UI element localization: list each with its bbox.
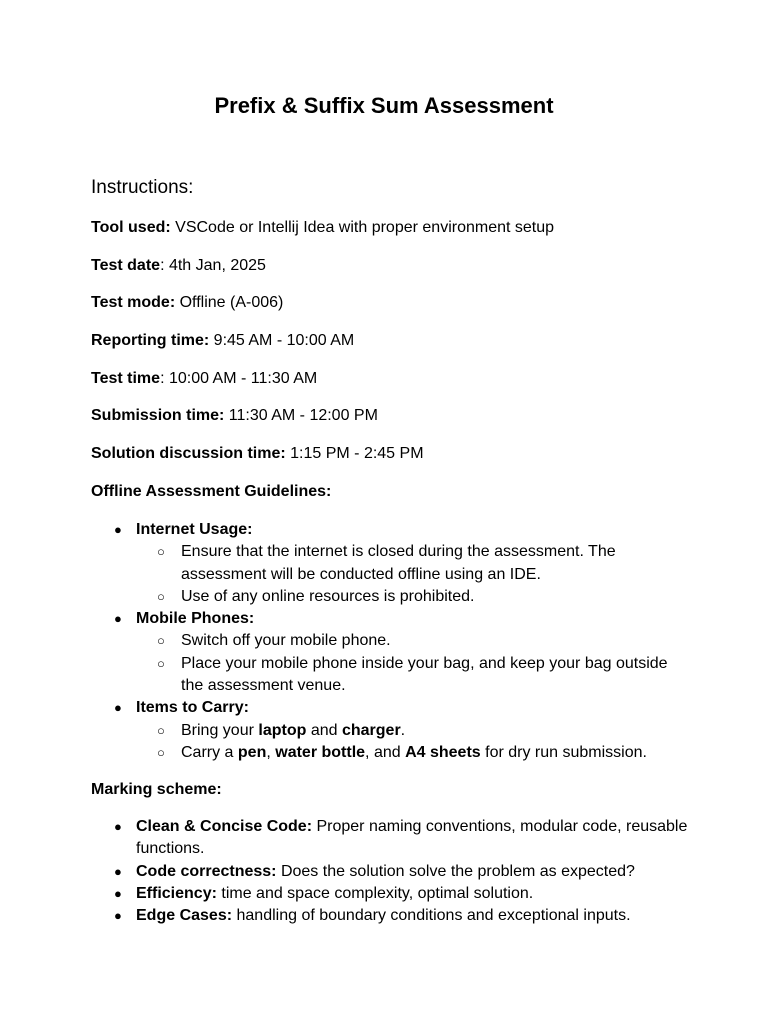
water-bottle-text: water bottle (275, 743, 366, 761)
list-item (91, 630, 691, 652)
marking-item-label: Edge Cases: (136, 907, 233, 925)
circle-bullet-icon: ○ (157, 722, 165, 738)
laptop-text: laptop (258, 721, 307, 739)
guidelines-heading: Offline Assessment Guidelines: (91, 483, 332, 500)
circle-bullet-icon: ○ (157, 655, 165, 671)
list-item (91, 816, 691, 861)
test-time-field (91, 368, 317, 390)
marking-item-text: Does the solution solve the problem as expected? (276, 862, 635, 880)
list-item (91, 905, 691, 927)
bullet-icon: ● (114, 522, 122, 537)
internet-usage-label: Internet Usage: (136, 521, 253, 538)
bullet-icon: ● (114, 700, 122, 716)
and-text: and (306, 721, 342, 739)
test-mode-value: Offline (A-006) (175, 294, 284, 311)
bullet-icon: ● (114, 908, 122, 924)
items-to-carry-sublist (136, 720, 691, 765)
and-text: , and (365, 743, 406, 761)
submission-time-field (91, 405, 378, 427)
test-mode-field (91, 292, 283, 314)
discussion-time-label: Solution discussion time: (91, 445, 286, 462)
a4-sheets-text: A4 sheets (405, 743, 481, 761)
bring-prefix: Bring your (181, 721, 259, 739)
pen-text: pen (237, 743, 267, 761)
marking-scheme-list (91, 816, 691, 927)
marking-item-label: Efficiency: (136, 884, 217, 902)
marking-scheme-heading: Marking scheme: (91, 781, 222, 798)
carry-suffix: for dry run submission. (480, 743, 647, 761)
guidelines-list (91, 519, 691, 764)
tool-used-value: VSCode or Intellij Idea with proper environment setup (170, 219, 555, 236)
discussion-time-value: 1:15 PM - 2:45 PM (285, 445, 424, 462)
reporting-time-field (91, 330, 354, 352)
list-item (91, 883, 691, 905)
mobile-phones-item-2: Place your mobile phone inside your bag, and keep your bag outside the assessment venue. (181, 654, 668, 695)
comma-text: , (266, 743, 276, 761)
internet-usage-item-1: Ensure that the internet is closed during the assessment. The assessment will be conducted offline using an IDE. (181, 543, 616, 583)
marking-item-label: Code correctness: (136, 862, 277, 880)
bullet-icon: ● (114, 819, 122, 834)
discussion-time-field (91, 443, 424, 465)
marking-item-text: Proper naming conventions, modular code, reusable functions. (136, 818, 688, 858)
test-date-field (91, 255, 266, 277)
bullet-icon: ● (114, 863, 122, 879)
circle-bullet-icon: ○ (157, 744, 165, 760)
charger-text: charger (341, 721, 401, 739)
mobile-phones-item-1: Switch off your mobile phone. (181, 632, 391, 650)
mobile-phones-sublist (136, 630, 691, 697)
submission-time-label: Submission time: (91, 407, 225, 424)
instructions-heading: Instructions: (91, 177, 194, 198)
bullet-icon: ● (114, 885, 122, 901)
list-item (91, 861, 691, 883)
marking-item-text: time and space complexity, optimal solution. (216, 884, 534, 902)
test-time-label: Test time (91, 370, 161, 387)
test-date-value: : 4th Jan, 2025 (160, 257, 266, 274)
list-item (91, 519, 691, 608)
list-item (91, 586, 691, 608)
submission-time-value: 11:30 AM - 12:00 PM (224, 407, 378, 424)
marking-item-label: Clean & Concise Code: (136, 818, 313, 835)
internet-usage-item-2: Use of any online resources is prohibited. (181, 587, 475, 605)
mobile-phones-label: Mobile Phones: (136, 610, 255, 628)
bullet-icon: ● (114, 611, 122, 627)
internet-usage-sublist (136, 541, 691, 608)
test-time-value: : 10:00 AM - 11:30 AM (160, 370, 318, 387)
circle-bullet-icon: ○ (157, 588, 165, 604)
list-item (91, 608, 691, 697)
list-item (91, 742, 691, 764)
circle-bullet-icon: ○ (157, 544, 165, 560)
test-date-label: Test date (91, 257, 161, 274)
list-item (91, 653, 691, 698)
items-to-carry-label: Items to Carry: (136, 699, 249, 717)
list-item (91, 720, 691, 742)
page-title: Prefix & Suffix Sum Assessment (214, 93, 554, 118)
list-item (91, 697, 691, 764)
carry-prefix: Carry a (181, 743, 238, 761)
test-mode-label: Test mode: (91, 294, 176, 311)
marking-item-text: handling of boundary conditions and exceptional inputs. (232, 907, 631, 925)
circle-bullet-icon: ○ (157, 633, 165, 649)
reporting-time-value: 9:45 AM - 10:00 AM (209, 332, 355, 349)
reporting-time-label: Reporting time: (91, 332, 210, 349)
period-text: . (400, 721, 406, 739)
list-item (91, 541, 691, 586)
tool-used-field (91, 217, 554, 239)
tool-used-label: Tool used: (91, 219, 171, 236)
